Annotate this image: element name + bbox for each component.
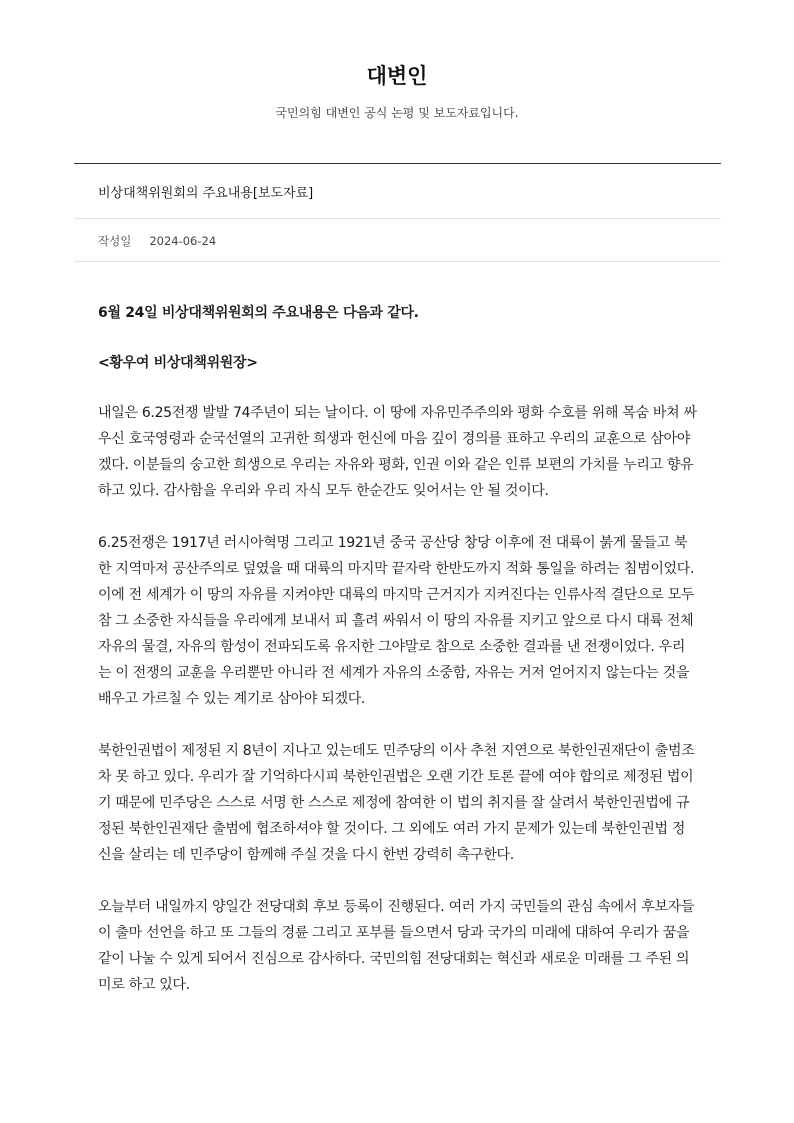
post-meta (98, 233, 216, 249)
paragraph: 북한인권법이 제정된 지 8년이 지나고 있는데도 민주당의 이사 추천 지연으로 북한인권재단이 출범조차 못 하고 있다. 우리가 잘 기억하다시피 북한인권법은 오랜 기간 토론 끝에 여야 합의로 제정된 법이기 때문에 민주당은 스스로 서명 한 스스로 제정에 참여한 이 법의 취지를 잘 살려서 북한인권법에 규정된 북한인권재단 출범에 협조하셔야 할 것이다. 그 외에도 여러 가지 문제가 있는데 북한인권법 정신을 살리는 데 민주당이 함께해 주실 것을 다시 한번 강력히 촉구한다. (98, 743, 695, 863)
post-title: 비상대책위원회의 주요내용[보도자료] (98, 186, 314, 201)
site-subtitle: 국민의힘 대변인 공식 논평 및 보도자료입니다. (275, 106, 519, 120)
site-title: 대변인 (366, 64, 428, 88)
post-date: 2024-06-24 (149, 234, 217, 248)
title-divider (74, 218, 721, 219)
paragraph: 6.25전쟁은 1917년 러시아혁명 그리고 1921년 중국 공산당 창당 이후에 전 대륙이 붉게 물들고 북한 지역마저 공산주의로 덮였을 때 대륙의 마지막 끝자락 한반도까지 적화 통일을 하려는 침범이었다. 이에 전 세계가 이 땅의 자유를 지켜야만 대륙의 마지막 근거지가 지켜진다는 인류사적 결단으로 모두 참 그 소중한 자식들을 우리에게 보내서 피 흘려 싸워서 이 땅의 자유를 지키고 앞으로 다시 대륙 전체 자유의 물결, 자유의 함성이 전파되도록 유지한 그야말로 참으로 소중한 결과를 낸 전쟁이었다. 우리는 이 전쟁의 교훈을 우리뿐만 아니라 전 세계가 자유의 소중함, 자유는 거저 얻어지지 않는다는 것을 배우고 가르칠 수 있는 계기로 삼아야 되겠다. (98, 535, 695, 707)
article-body (98, 300, 698, 1024)
paragraph: 오늘부터 내일까지 양일간 전당대회 후보 등록이 진행된다. 여러 가지 국민들의 관심 속에서 후보자들이 출마 선언을 하고 또 그들의 경륜 그리고 포부를 들으면서 당과 국가의 미래에 대하여 우리가 꿈을 같이 나눌 수 있게 되어서 진심으로 감사하다. 국민의힘 전당대회는 혁신과 새로운 미래를 그 주된 의미로 하고 있다. (98, 899, 695, 993)
meta-divider (74, 261, 721, 262)
meta-label: 작성일 (98, 234, 132, 248)
paragraph: 내일은 6.25전쟁 발발 74주년이 되는 날이다. 이 땅에 자유민주주의와 평화 수호를 위해 목숨 바쳐 싸우신 호국영령과 순국선열의 고귀한 희생과 헌신에 마음 깊이 경의를 표하고 우리의 교훈으로 삼아야겠다. 이분들의 숭고한 희생으로 우리는 자유와 평화, 인권 이와 같은 인류 보편의 가치를 누리고 향유하고 있다. 감사함을 우리와 우리 자식 모두 한순간도 잊어서는 안 될 것이다. (98, 405, 697, 499)
lead-sentence: 6월 24일 비상대책위원회의 주요내용은 다음과 같다. (98, 305, 419, 321)
header-divider (74, 163, 721, 164)
speaker-heading: <황우여 비상대책위원장> (98, 355, 258, 371)
